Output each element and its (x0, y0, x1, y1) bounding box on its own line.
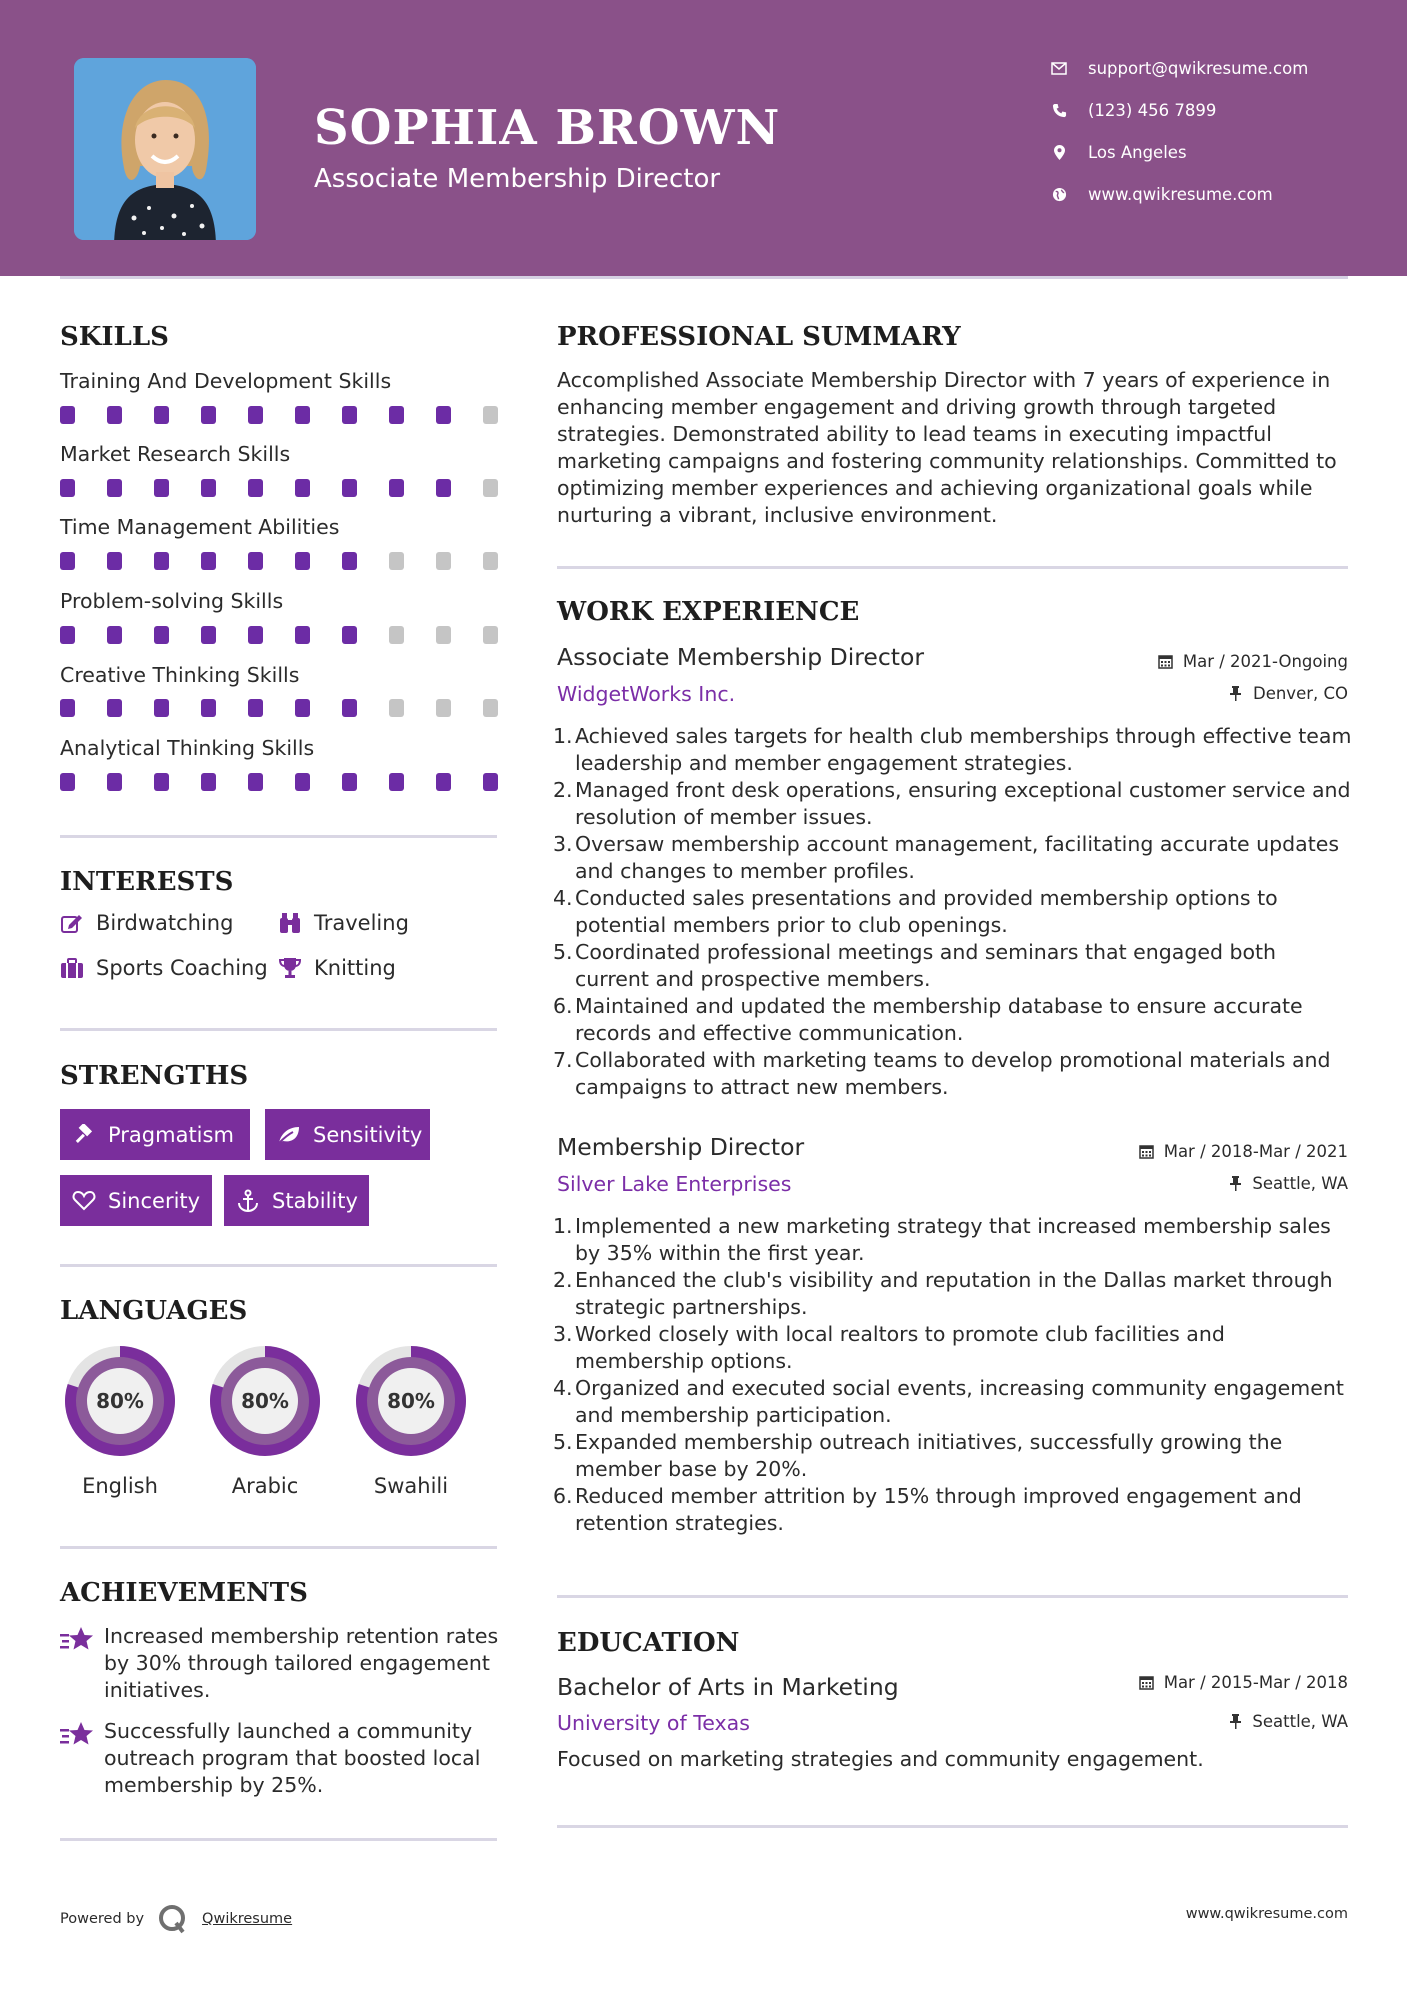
skills-heading: SKILLS (60, 322, 169, 352)
skill-rating (60, 552, 498, 570)
language-gauge (350, 1340, 472, 1462)
strength-label: Stability (272, 1188, 358, 1213)
star-icon (60, 1720, 94, 1750)
skill-dot-filled (295, 406, 310, 424)
strength-tag (265, 1109, 430, 1160)
section-divider (557, 1595, 1348, 1598)
contact-location-text: Los Angeles (1088, 143, 1187, 162)
skill-dot-filled (107, 552, 122, 570)
job-location (1227, 1174, 1348, 1193)
skill-dot-empty (436, 626, 451, 644)
skill-dot-empty (389, 699, 404, 717)
calendar-icon (1139, 1144, 1155, 1160)
experience-heading: WORK EXPERIENCE (557, 597, 860, 627)
skill-rating (60, 626, 498, 644)
achievement-item (60, 1718, 500, 1799)
suitcase-icon (60, 956, 84, 980)
skill-dot-filled (295, 626, 310, 644)
achievement-text: Successfully launched a community outreach program that boosted local membership by 25%. (104, 1719, 481, 1797)
header-banner (0, 0, 1407, 276)
trophy-icon (278, 956, 302, 980)
skill-name: Analytical Thinking Skills (60, 736, 315, 760)
skill-dot-filled (154, 479, 169, 497)
job-bullets (553, 723, 1353, 1101)
language-gauge (204, 1340, 326, 1462)
skill-name: Time Management Abilities (60, 515, 340, 539)
language-percent: 80% (241, 1389, 289, 1413)
skill-dot-filled (107, 479, 122, 497)
skill-dot-filled (342, 699, 357, 717)
contact-phone[interactable] (1050, 101, 1390, 120)
candidate-title: Associate Membership Director (314, 164, 721, 194)
skill-dot-empty (483, 479, 498, 497)
leaf-icon (277, 1123, 301, 1147)
skill-dot-filled (342, 552, 357, 570)
header-divider (60, 276, 1348, 279)
skill-dot-filled (107, 773, 122, 791)
skill-dot-filled (201, 773, 216, 791)
job-location-text: Seattle, WA (1252, 1174, 1348, 1193)
job-location-text: Denver, CO (1252, 684, 1348, 703)
pencil-square-icon (60, 911, 84, 935)
bullet-item: 4. Organized and executed social events, increasing community engagement and membership participation. (553, 1376, 1344, 1427)
language-percent: 80% (96, 1389, 144, 1413)
section-divider (60, 1264, 497, 1267)
skill-rating (60, 699, 498, 717)
skill-rating (60, 479, 498, 497)
job-location (1228, 684, 1348, 703)
education-description: Focused on marketing strategies and community engagement. (557, 1747, 1204, 1771)
skill-name: Training And Development Skills (60, 369, 392, 393)
map-marker-icon (1050, 144, 1068, 162)
candidate-name: SOPHIA BROWN (314, 100, 781, 156)
binoculars-icon (278, 911, 302, 935)
bullet-item: 5. Coordinated professional meetings and seminars that engaged both current and prospective members. (553, 940, 1277, 991)
education-degree: Bachelor of Arts in Marketing (557, 1673, 899, 1701)
interest-label: Birdwatching (96, 911, 234, 935)
skill-name: Creative Thinking Skills (60, 663, 300, 687)
skill-dot-empty (483, 552, 498, 570)
interest-item (60, 956, 268, 980)
skill-dot-empty (436, 699, 451, 717)
strength-label: Sensitivity (313, 1122, 423, 1147)
job-bullets (553, 1213, 1353, 1537)
profile-photo (74, 58, 256, 240)
skill-dot-filled (483, 773, 498, 791)
contact-website[interactable] (1050, 185, 1390, 204)
skill-dot-filled (295, 479, 310, 497)
interest-label: Traveling (314, 911, 409, 935)
job-company: WidgetWorks Inc. (557, 682, 736, 706)
bullet-item: 3. Oversaw membership account management, facilitating accurate updates and changes to member profiles. (553, 832, 1340, 883)
interest-item (60, 911, 233, 935)
language-percent: 80% (387, 1389, 435, 1413)
skill-dot-filled (107, 406, 122, 424)
skill-dot-filled (436, 773, 451, 791)
skill-dot-empty (389, 626, 404, 644)
bullet-item: 5. Expanded membership outreach initiatives, successfully growing the member base by 20%. (553, 1430, 1283, 1481)
bullet-item: 7. Collaborated with marketing teams to develop promotional materials and campaigns to attract new members. (553, 1048, 1331, 1099)
footer-powered-by (60, 1904, 292, 1934)
languages-heading: LANGUAGES (60, 1296, 248, 1326)
calendar-icon (1139, 1675, 1155, 1691)
section-divider (60, 835, 497, 838)
skill-dot-filled (248, 552, 263, 570)
education-location (1227, 1712, 1348, 1731)
job-title: Membership Director (557, 1133, 805, 1161)
strengths-heading: STRENGTHS (60, 1061, 249, 1091)
skill-dot-filled (295, 699, 310, 717)
job-dates (1139, 1142, 1348, 1161)
bullet-item: 2. Enhanced the club's visibility and reputation in the Dallas market through strategic partnerships. (553, 1268, 1333, 1319)
skill-dot-filled (436, 479, 451, 497)
skill-dot-filled (60, 552, 75, 570)
qwikresume-link[interactable]: Qwikresume (202, 1911, 293, 1927)
globe-icon (1050, 186, 1068, 204)
strength-tag (224, 1175, 369, 1226)
bullet-item: 6. Maintained and updated the membership database to ensure accurate records and effective communication. (553, 994, 1303, 1045)
skill-dot-empty (483, 626, 498, 644)
skill-dot-filled (154, 552, 169, 570)
job-dates-text: Mar / 2018-Mar / 2021 (1163, 1142, 1348, 1161)
skill-dot-filled (248, 699, 263, 717)
skill-dot-filled (248, 479, 263, 497)
strength-tag (60, 1175, 212, 1226)
education-heading: EDUCATION (557, 1628, 740, 1658)
summary-text: Accomplished Associate Membership Director with 7 years of experience in enhancing member engagement and driving growth through targeted strategies. Demonstrated ability to lead teams in executing impactful marketing campaigns and fostering community relationships. Committed to optimizing member experiences and achieving organizational goals while nurturing a vibrant, inclusive environment. (557, 368, 1337, 527)
skill-dot-filled (201, 699, 216, 717)
education-dates-text: Mar / 2015-Mar / 2018 (1163, 1673, 1348, 1692)
job-company: Silver Lake Enterprises (557, 1172, 792, 1196)
strength-label: Pragmatism (108, 1122, 234, 1147)
language-name: Arabic (231, 1474, 299, 1498)
skill-dot-filled (154, 626, 169, 644)
section-divider (60, 1546, 497, 1549)
bullet-item: 4. Conducted sales presentations and provided membership options to potential members prior to club openings. (553, 886, 1278, 937)
bullet-item: 1. Implemented a new marketing strategy that increased membership sales by 35% within the first year. (553, 1214, 1331, 1265)
summary-heading: PROFESSIONAL SUMMARY (557, 322, 961, 352)
skill-dot-filled (342, 773, 357, 791)
skill-dot-filled (201, 626, 216, 644)
bullet-item: 6. Reduced member attrition by 15% through improved engagement and retention strategies. (553, 1484, 1302, 1535)
skill-dot-filled (60, 626, 75, 644)
skill-rating (60, 773, 498, 791)
skill-dot-filled (60, 479, 75, 497)
skill-dot-filled (389, 479, 404, 497)
skill-dot-empty (483, 406, 498, 424)
skill-dot-filled (248, 773, 263, 791)
section-divider (60, 1028, 497, 1031)
section-divider (60, 1838, 497, 1841)
gavel-icon (72, 1123, 96, 1147)
strength-tag (60, 1109, 250, 1160)
section-divider (557, 1825, 1348, 1828)
language-name: English (82, 1474, 158, 1498)
skill-dot-empty (436, 552, 451, 570)
pushpin-icon (1227, 1714, 1243, 1730)
star-icon (60, 1625, 94, 1655)
achievements-heading: ACHIEVEMENTS (60, 1578, 308, 1608)
achievement-text: Increased membership retention rates by 30% through tailored engagement initiatives. (104, 1624, 499, 1702)
skill-dot-filled (60, 406, 75, 424)
skill-dot-filled (201, 479, 216, 497)
footer-website[interactable]: www.qwikresume.com (1185, 1906, 1348, 1922)
skill-dot-filled (60, 699, 75, 717)
powered-by-text: Powered by (60, 1911, 145, 1927)
contact-location (1050, 143, 1390, 162)
language-name: Swahili (373, 1474, 449, 1498)
interest-item (278, 911, 409, 935)
skill-dot-filled (389, 406, 404, 424)
skill-dot-filled (107, 626, 122, 644)
job-dates (1158, 652, 1348, 671)
skill-dot-filled (342, 479, 357, 497)
skill-dot-filled (154, 699, 169, 717)
skill-dot-filled (389, 773, 404, 791)
pushpin-icon (1228, 686, 1244, 702)
skill-dot-filled (342, 626, 357, 644)
interest-label: Sports Coaching (96, 956, 268, 980)
contact-email-text: support@qwikresume.com (1088, 59, 1309, 78)
anchor-icon (236, 1189, 260, 1213)
envelope-icon (1050, 60, 1068, 78)
skill-dot-filled (60, 773, 75, 791)
skill-name: Problem-solving Skills (60, 589, 284, 613)
language-gauge (59, 1340, 181, 1462)
interest-item (278, 956, 396, 980)
bullet-item: 1. Achieved sales targets for health club memberships through effective team leadership and member engagement strategies. (553, 724, 1352, 775)
pushpin-icon (1227, 1176, 1243, 1192)
skill-dot-filled (154, 773, 169, 791)
skill-rating (60, 406, 498, 424)
section-divider (557, 566, 1348, 569)
skill-dot-filled (107, 699, 122, 717)
bullet-item: 3. Worked closely with local realtors to promote club facilities and membership options. (553, 1322, 1225, 1373)
heart-icon (72, 1189, 96, 1213)
strength-label: Sincerity (108, 1188, 201, 1213)
contact-email[interactable] (1050, 59, 1390, 78)
qwikresume-logo-icon (158, 1904, 188, 1934)
skill-dot-filled (295, 773, 310, 791)
skill-dot-filled (201, 406, 216, 424)
skill-dot-filled (248, 406, 263, 424)
skill-dot-filled (248, 626, 263, 644)
job-title: Associate Membership Director (557, 643, 925, 671)
skill-dot-empty (483, 699, 498, 717)
skill-dot-filled (154, 406, 169, 424)
education-school: University of Texas (557, 1711, 750, 1735)
skill-name: Market Research Skills (60, 442, 291, 466)
education-dates (1139, 1673, 1348, 1692)
job-dates-text: Mar / 2021-Ongoing (1182, 652, 1348, 671)
skill-dot-empty (389, 552, 404, 570)
bullet-item: 2. Managed front desk operations, ensuring exceptional customer service and resolution of member issues. (553, 778, 1351, 829)
education-location-text: Seattle, WA (1252, 1712, 1348, 1731)
achievement-item (60, 1623, 500, 1704)
interest-label: Knitting (314, 956, 396, 980)
skill-dot-filled (201, 552, 216, 570)
contact-phone-text: (123) 456 7899 (1088, 101, 1217, 120)
contact-website-text: www.qwikresume.com (1088, 185, 1273, 204)
phone-icon (1050, 102, 1068, 120)
interests-heading: INTERESTS (60, 867, 234, 897)
skill-dot-filled (342, 406, 357, 424)
calendar-icon (1158, 654, 1174, 670)
skill-dot-filled (436, 406, 451, 424)
skill-dot-filled (295, 552, 310, 570)
